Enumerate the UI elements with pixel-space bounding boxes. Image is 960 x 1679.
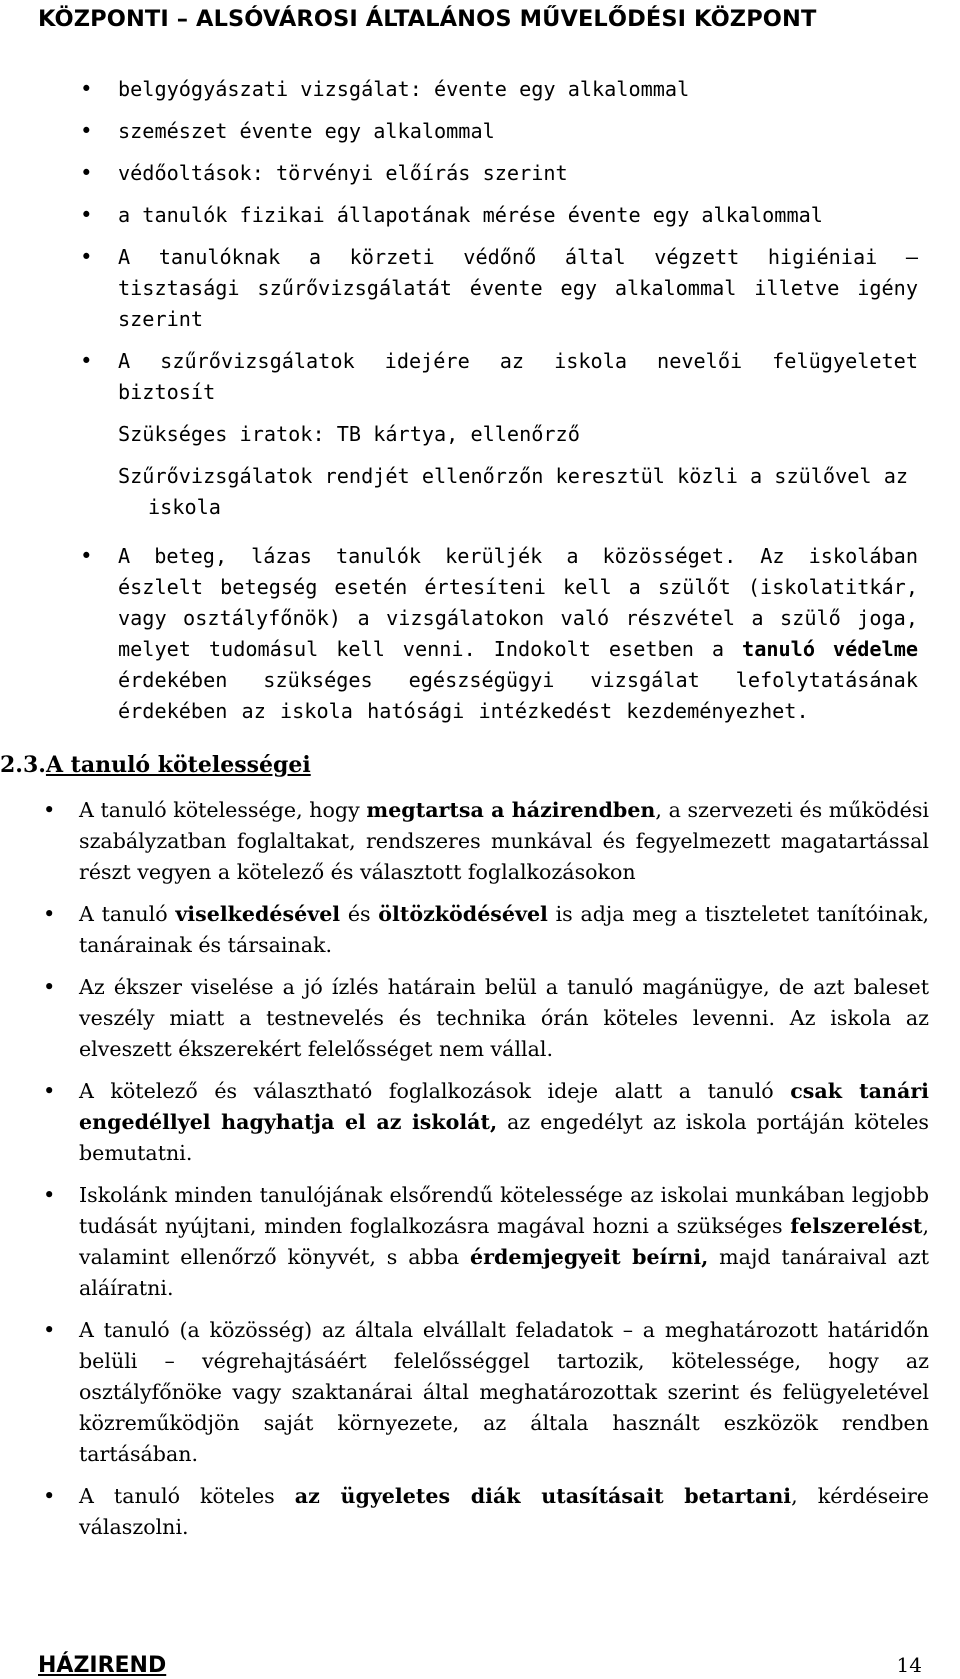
page-number: 14 xyxy=(896,1653,922,1677)
section-title: A tanuló kötelességei xyxy=(45,752,311,778)
list-item: • szemészet évente egy alkalommal xyxy=(118,116,918,147)
section-heading xyxy=(0,752,311,778)
list-item: • Iskolánk minden tanulójának elsőrendű kötelessége az iskolai munkában legjobb tudását nyújtani, minden foglalkozásra magával hozni a szükséges felszerelést, valamint ellenőrző könyvét, s abba érdemjegyeit beírni, majd tanáraival azt aláíratni. xyxy=(79,1180,929,1304)
list-item: • belgyógyászati vizsgálat: évente egy alkalommal xyxy=(118,74,918,105)
student-duties-list xyxy=(0,795,960,1554)
list-item: • A beteg, lázas tanulók kerüljék a közösséget. Az iskolában észlelt betegség esetén értesíteni kell a szülőt (iskolatitkár, vagy osztályfőnök) a vizsgálatokon való részvétel a szülő joga, melyet tudomásul kell venni. Indokolt esetben a tanuló védelme érdekében szükséges egészségügyi vizsgálat lefolytatásának érdekében az iskola hatósági intézkedést kezdeményezhet. xyxy=(118,541,918,727)
list-item: Szükséges iratok: TB kártya, ellenőrző xyxy=(118,422,580,446)
list-item: • A szűrővizsgálatok idejére az iskola nevelői felügyeletet biztosít xyxy=(118,346,918,408)
list-item: • A tanuló (a közösség) az általa elvállalt feladatok – a meghatározott határidőn belüli – végrehajtásáért felelősséggel tartozik, kötelessége, hogy az osztályfőnöke vagy szaktanárai által meghatározottak szerint és felügyeletével közreműködjön saját környezete, az általa használt eszközök rendben tartásában. xyxy=(79,1315,929,1470)
list-item: • A kötelező és választható foglalkozások ideje alatt a tanuló csak tanári engedéllyel hagyhatja el az iskolát, az engedélyt az iskola portáján köteles bemutatni. xyxy=(79,1076,929,1169)
list-item: • védőoltások: törvényi előírás szerint xyxy=(118,158,918,189)
section-number: 2.3. xyxy=(0,752,46,778)
list-item: • a tanulók fizikai állapotának mérése évente egy alkalommal xyxy=(118,200,918,231)
footer-title: HÁZIREND xyxy=(38,1653,167,1678)
list-item: • Az ékszer viselése a jó ízlés határain belül a tanuló magánügye, de azt baleset veszély miatt a testnevelés és technika órán köteles levenni. Az iskola az elveszett ékszerekért felelősséget nem vállal. xyxy=(79,972,929,1065)
list-item: Szűrővizsgálatok rendjét ellenőrzőn keresztül közli a szülővel az iskola xyxy=(118,464,909,519)
list-item: • A tanulóknak a körzeti védőnő által végzett higiéniai – tisztasági szűrővizsgálatát évente egy alkalommal illetve igény szerint xyxy=(118,242,918,335)
list-item: • A tanuló köteles az ügyeletes diák utasításait betartani, kérdéseire válaszolni. xyxy=(79,1481,929,1543)
list-item: • A tanuló kötelessége, hogy megtartsa a házirendben, a szervezeti és működési szabályzatban foglaltakat, rendszeres munkával és fegyelmezett magatartással részt vegyen a kötelező és választott foglalkozásokon xyxy=(79,795,929,888)
list-item: • A tanuló viselkedésével és öltözködésével is adja meg a tiszteletet tanítóinak, tanárainak és társainak. xyxy=(79,899,929,961)
health-checks-list xyxy=(0,74,960,738)
page-header-title: KÖZPONTI – ALSÓVÁROSI ÁLTALÁNOS MŰVELŐDÉSI KÖZPONT xyxy=(38,6,817,32)
